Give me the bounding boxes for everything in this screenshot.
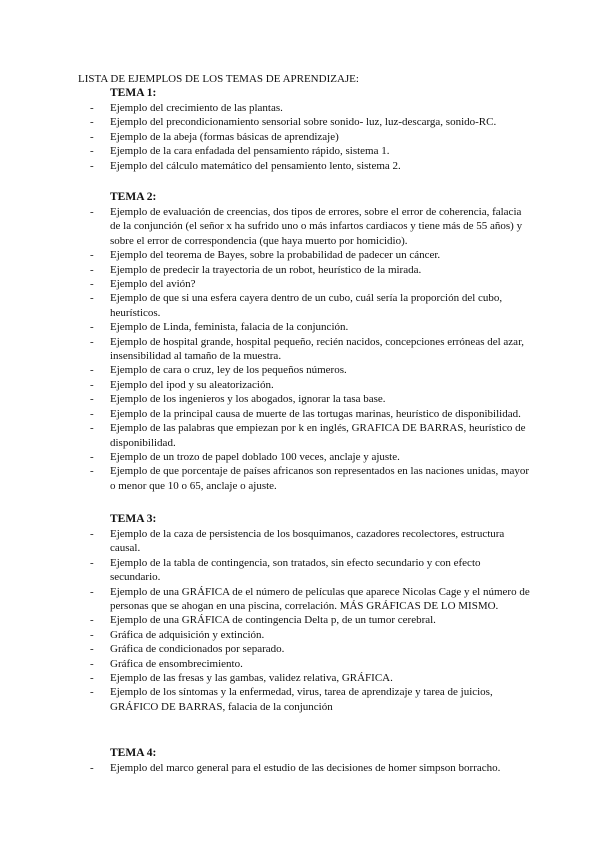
document-title: LISTA DE EJEMPLOS DE LOS TEMAS DE APRENDIZAJE: xyxy=(78,73,359,85)
list-item: - Ejemplo de Linda, feminista, falacia de la conjunción. xyxy=(110,320,530,334)
list-item: - Ejemplo de las palabras que empiezan por k en inglés, GRAFICA DE BARRAS, heurístico de disponibilidad. xyxy=(110,421,530,450)
topic-4-list xyxy=(110,761,530,775)
list-item: - Ejemplo de la caza de persistencia de los bosquimanos, cazadores recolectores, estructura causal. xyxy=(110,527,530,556)
topic-1-title: TEMA 1: xyxy=(110,87,157,99)
list-item: - Ejemplo de las fresas y las gambas, validez relativa, GRÁFICA. xyxy=(110,671,530,685)
topic-1-list xyxy=(110,101,530,173)
topic-4-title: TEMA 4: xyxy=(110,747,157,759)
topic-2-title: TEMA 2: xyxy=(110,191,157,203)
topic-1-section xyxy=(110,86,530,173)
list-item: - Ejemplo de evaluación de creencias, dos tipos de errores, sobre el error de coherencia, falacia de la conjunción (el señor x ha sufrido uno o más infartos cardiacos y tiene más de 55 años) y sobre el error de correspondencia (que haya muerto por homicidio). xyxy=(110,205,530,248)
list-item: - Gráfica de adquisición y extinción. xyxy=(110,628,530,642)
list-item: - Ejemplo de los ingenieros y los abogados, ignorar la tasa base. xyxy=(110,392,530,406)
list-item: - Gráfica de ensombrecimiento. xyxy=(110,657,530,671)
list-item: - Ejemplo de los síntomas y la enfermedad, virus, tarea de aprendizaje y tarea de juicios, GRÁFICO DE BARRAS, falacia de la conjunción xyxy=(110,685,530,714)
list-item: - Ejemplo del ipod y su aleatorización. xyxy=(110,378,530,392)
list-item: - Ejemplo del crecimiento de las plantas. xyxy=(110,101,530,115)
list-item: - Ejemplo de la abeja (formas básicas de aprendizaje) xyxy=(110,130,530,144)
topic-3-title: TEMA 3: xyxy=(110,513,157,525)
topic-2-section xyxy=(110,190,530,493)
list-item: - Ejemplo de hospital grande, hospital pequeño, recién nacidos, concepciones erróneas del azar, insensibilidad al tamaño de la muestra. xyxy=(110,335,530,364)
list-item: - Ejemplo de la cara enfadada del pensamiento rápido, sistema 1. xyxy=(110,144,530,158)
list-item: - Ejemplo de predecir la trayectoria de un robot, heurístico de la mirada. xyxy=(110,263,530,277)
list-item: - Ejemplo de la principal causa de muerte de las tortugas marinas, heurístico de disponibilidad. xyxy=(110,407,530,421)
list-item: - Ejemplo del marco general para el estudio de las decisiones de homer simpson borracho. xyxy=(110,761,530,775)
topic-2-list xyxy=(110,205,530,493)
list-item: - Ejemplo de una GRÁFICA de contingencia Delta p, de un tumor cerebral. xyxy=(110,613,530,627)
topic-4-section xyxy=(110,746,530,775)
list-item: - Ejemplo del teorema de Bayes, sobre la probabilidad de padecer un cáncer. xyxy=(110,248,530,262)
list-item: - Ejemplo de la tabla de contingencia, son tratados, sin efecto secundario y con efecto secundario. xyxy=(110,556,530,585)
list-item: - Ejemplo de cara o cruz, ley de los pequeños números. xyxy=(110,363,530,377)
list-item: - Ejemplo del avión? xyxy=(110,277,530,291)
list-item: - Ejemplo de que si una esfera cayera dentro de un cubo, cuál sería la proporción del cubo, heurísticos. xyxy=(110,291,530,320)
topic-3-section xyxy=(110,512,530,714)
list-item: - Ejemplo de una GRÁFICA de el número de películas que aparece Nicolas Cage y el número de personas que se ahogan en una piscina, correlación. MÁS GRÁFICAS DE LO MISMO. xyxy=(110,585,530,614)
list-item: - Ejemplo del precondicionamiento sensorial sobre sonido- luz, luz-descarga, sonido-RC. xyxy=(110,115,530,129)
list-item: - Ejemplo de que porcentaje de países africanos son representados en las naciones unidas, mayor o menor que 10 o 65, anclaje o ajuste. xyxy=(110,464,530,493)
list-item: - Ejemplo de un trozo de papel doblado 100 veces, anclaje y ajuste. xyxy=(110,450,530,464)
list-item: - Gráfica de condicionados por separado. xyxy=(110,642,530,656)
list-item: - Ejemplo del cálculo matemático del pensamiento lento, sistema 2. xyxy=(110,159,530,173)
topic-3-list xyxy=(110,527,530,714)
